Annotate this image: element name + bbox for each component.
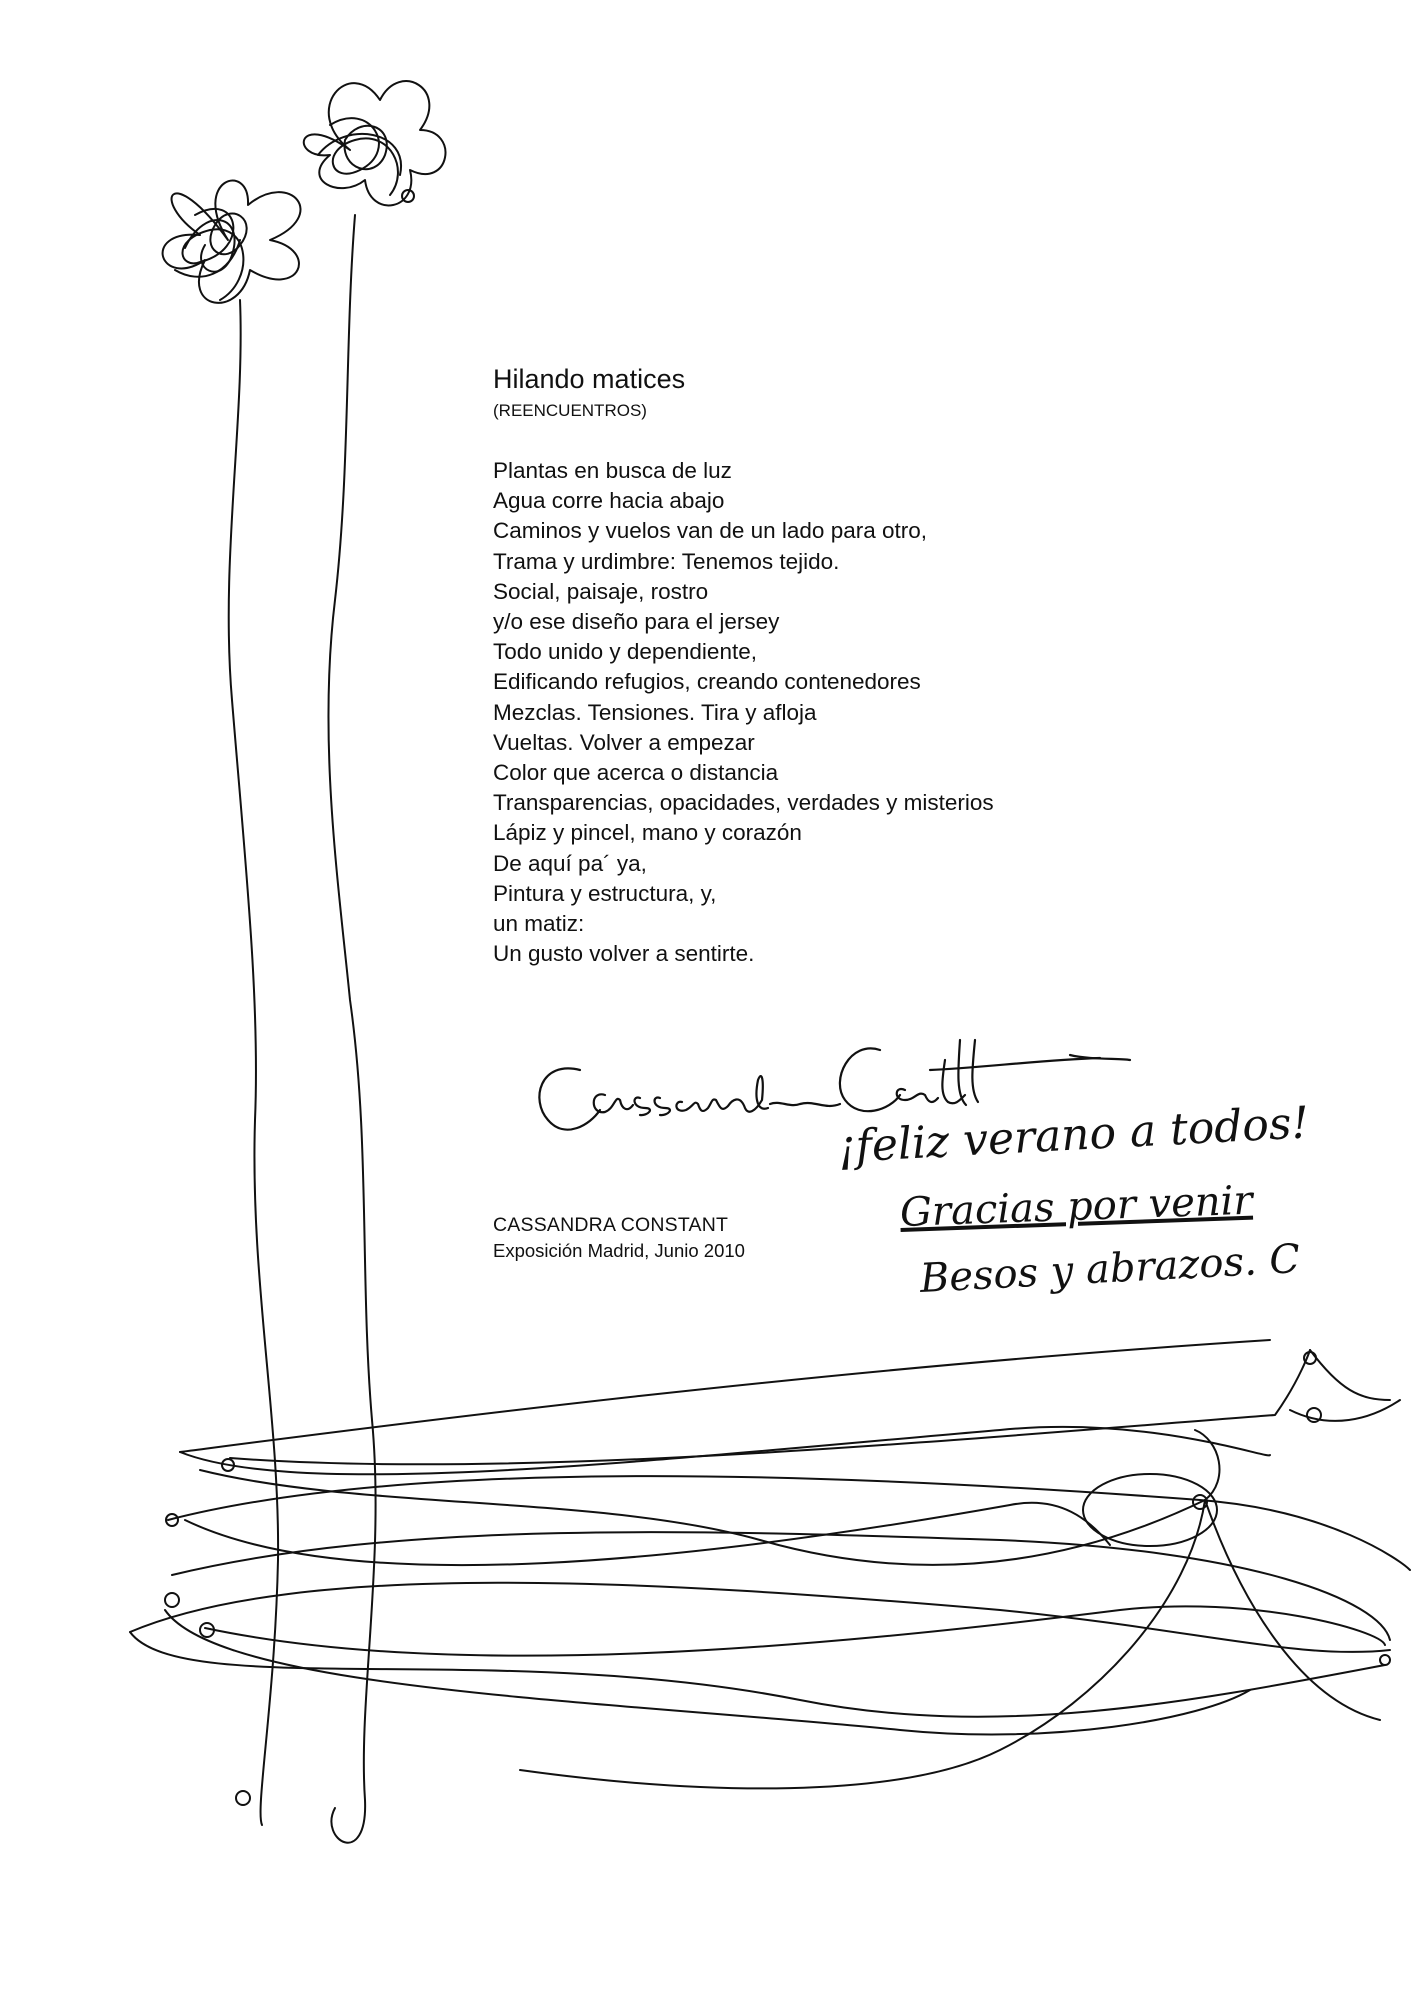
poem-line: De aquí pa´ ya, [493, 850, 647, 876]
poem-line: Vueltas. Volver a empezar [493, 729, 755, 755]
handwritten-note-line: ¡feliz verano a todos! [836, 1097, 1311, 1173]
poem-line: Agua corre hacia abajo [493, 488, 725, 514]
poem-line: Mezclas. Tensiones. Tira y afloja [493, 699, 817, 725]
flower-stems-drawing [229, 215, 376, 1843]
handwritten-note-line: Besos y abrazos. C [918, 1236, 1302, 1302]
poem-line: un matiz: [493, 911, 585, 937]
poem-line: Pintura y estructura, y, [493, 880, 717, 906]
right-flower-drawing [304, 81, 446, 205]
left-flower-drawing [163, 180, 301, 302]
handwritten-note-line: Gracias por venir [899, 1177, 1254, 1236]
poem-line: Lápiz y pincel, mano y corazón [493, 820, 802, 846]
poem-title: Hilando matices [493, 364, 686, 394]
poem-line: Transparencias, opacidades, verdades y misterios [493, 790, 994, 816]
poem-line: Edificando refugios, creando contenedores [493, 669, 921, 695]
poem-line: Caminos y vuelos van de un lado para otro, [493, 518, 928, 544]
poem-line: Trama y urdimbre: Tenemos tejido. [493, 548, 840, 574]
poem-line: Color que acerca o distancia [493, 760, 779, 786]
poem-line: Un gusto volver a sentirte. [493, 941, 755, 967]
poem-subtitle: (REENCUENTROS) [493, 401, 647, 420]
poem-body [493, 456, 994, 969]
poem-line: Plantas en busca de luz [493, 458, 732, 483]
poem-line: Social, paisaje, rostro [493, 578, 709, 604]
exhibition-info: Exposición Madrid, Junio 2010 [493, 1240, 745, 1261]
poem-line: y/o ese diseño para el jersey [493, 609, 780, 635]
poem-line: Todo unido y dependiente, [493, 639, 757, 665]
flowing-lines-drawing [130, 1340, 1410, 1788]
author-name: CASSANDRA CONSTANT [493, 1214, 729, 1236]
